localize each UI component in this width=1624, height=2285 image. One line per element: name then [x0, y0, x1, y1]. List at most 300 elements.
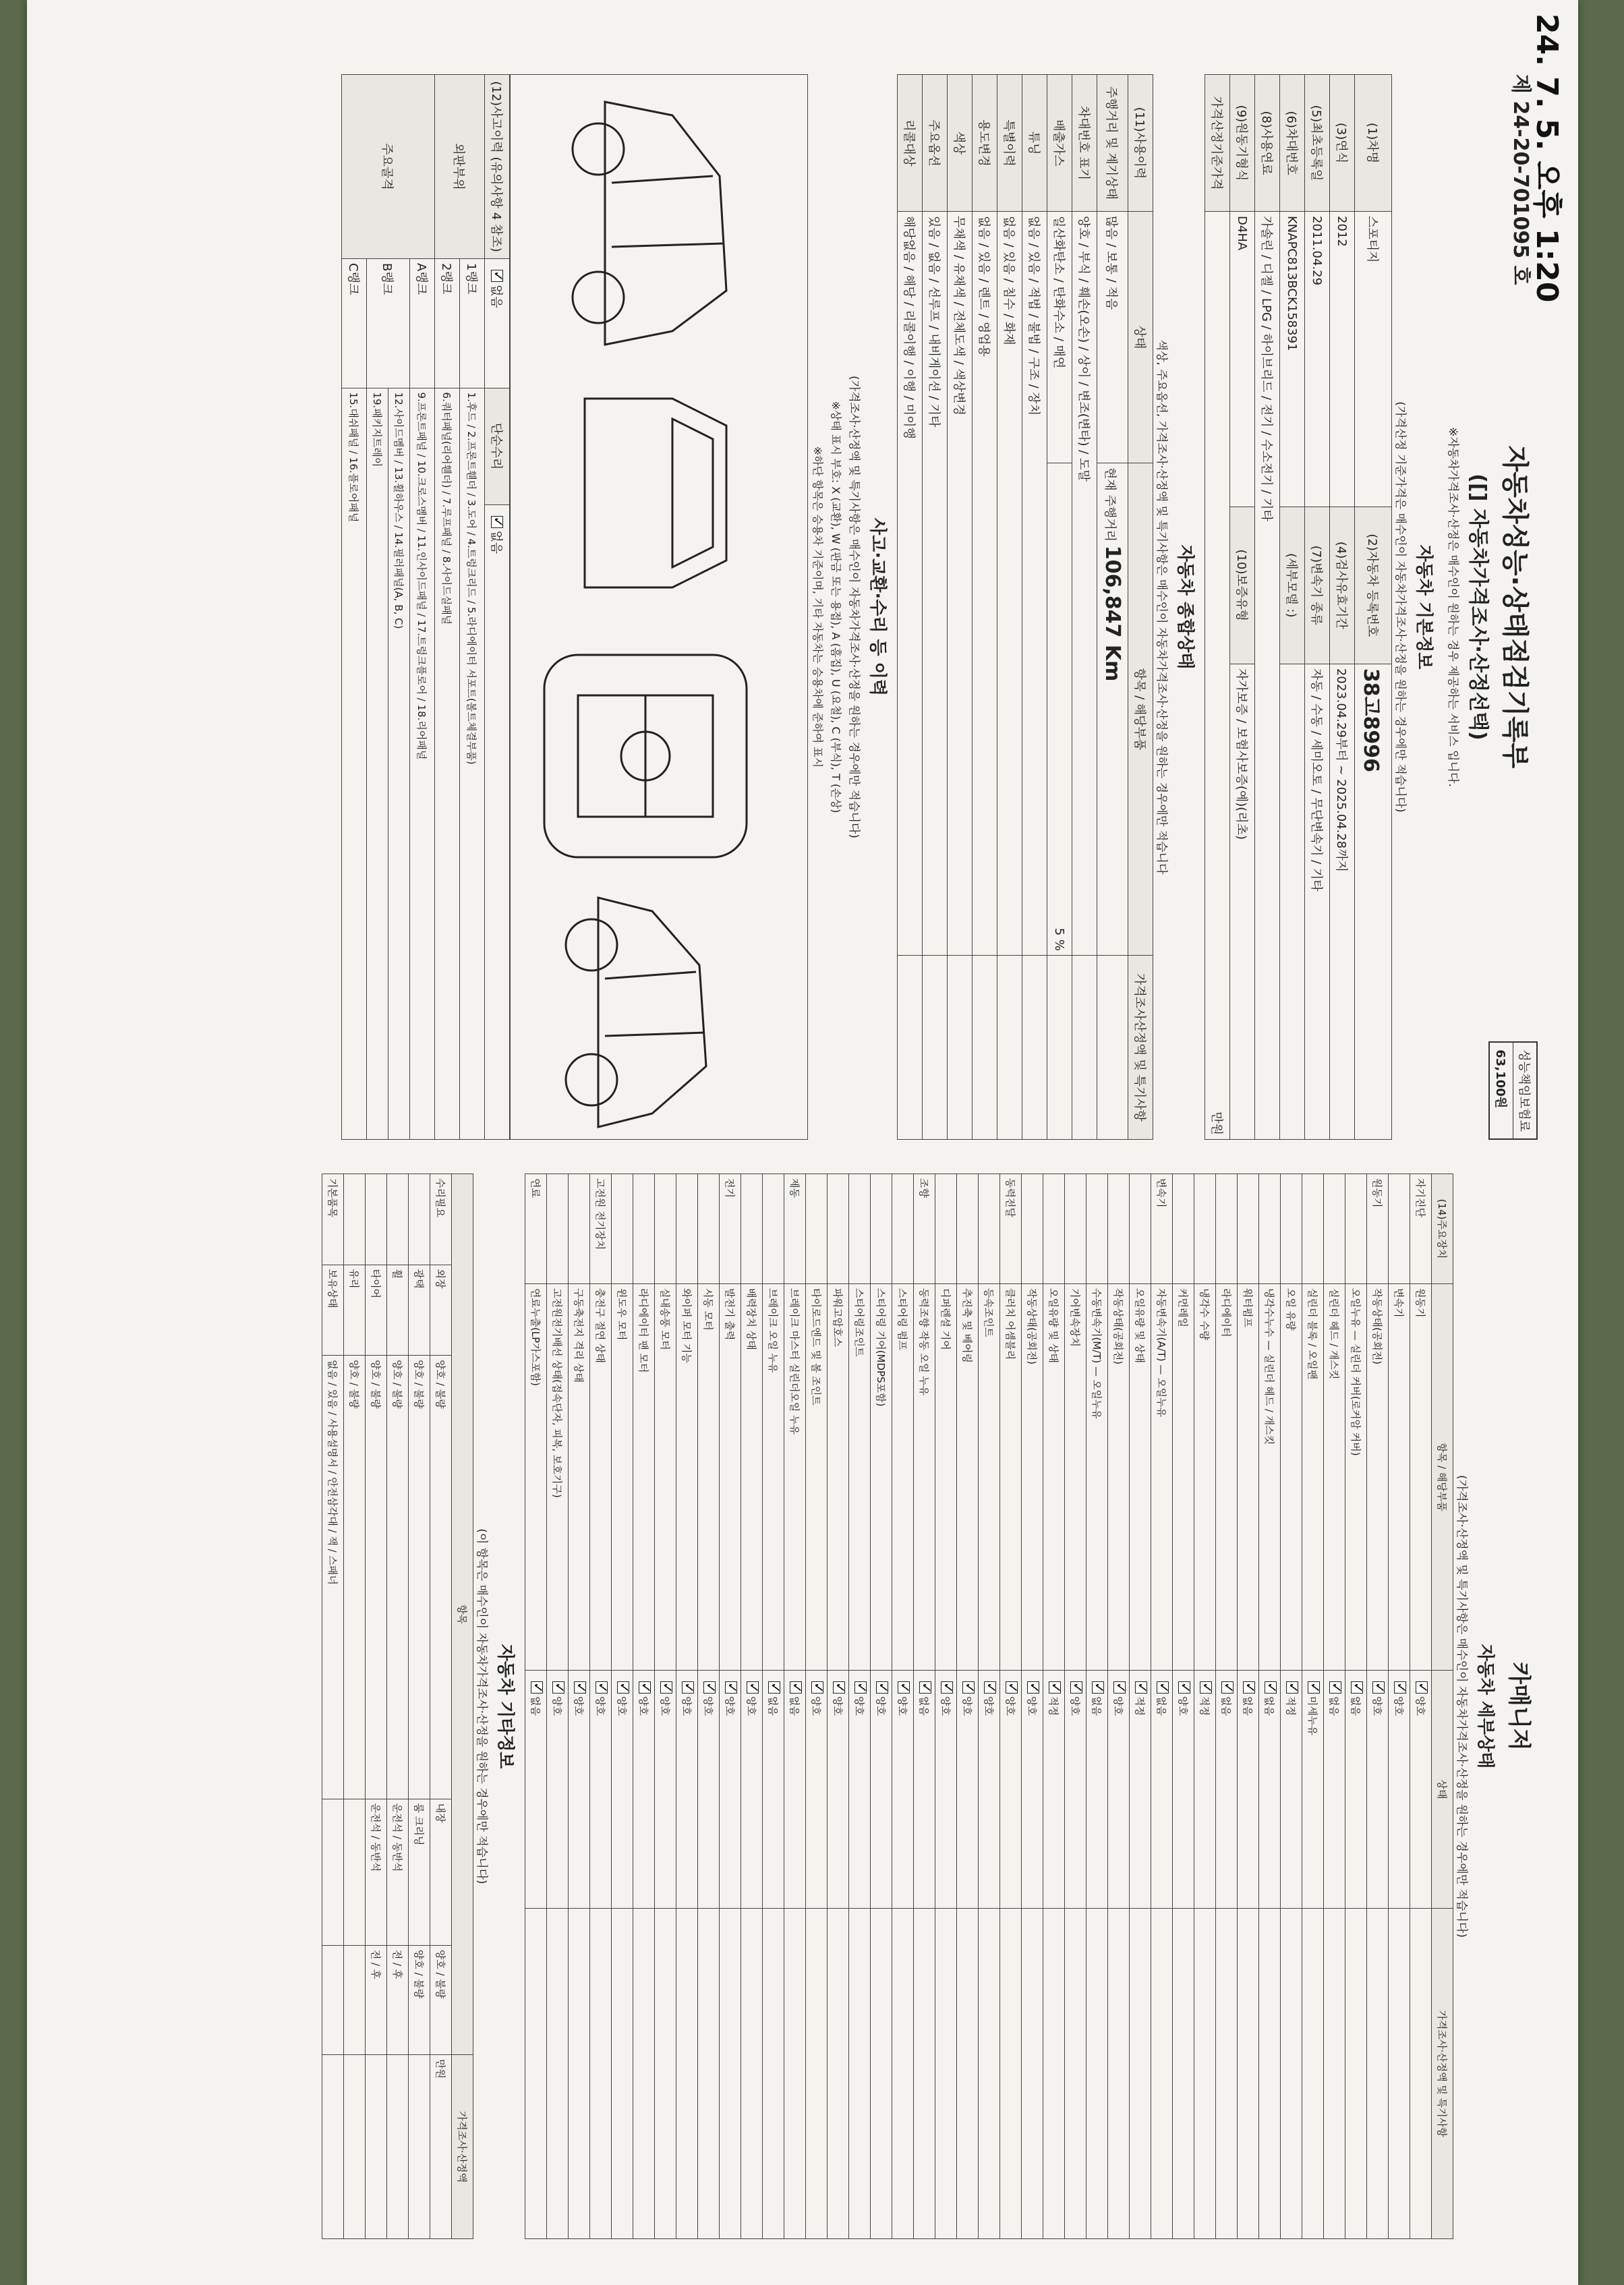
checkbox-icon: [1135, 1681, 1147, 1694]
group-cell: [979, 1174, 1000, 1284]
car-diagram: [510, 74, 808, 1140]
item-cell: 실린더 블록 / 오일팬: [1302, 1284, 1324, 1671]
label-cell: (세부모델 :): [1280, 507, 1305, 664]
table-row: [898, 75, 923, 1140]
label-cell: (3)연식: [1330, 75, 1355, 212]
table-row: [1367, 1174, 1389, 2239]
state-cell: 전 / 후: [366, 1945, 387, 2054]
rank-label: 2랭크: [435, 259, 460, 388]
detail-title: 자동차 세부상태: [1475, 1644, 1495, 1769]
state-text: 없음: [529, 1696, 542, 1716]
checkbox-icon: [1351, 1681, 1363, 1694]
item-cell: 라디에이터 팬 모터: [633, 1284, 655, 1671]
price-cell: [1065, 1909, 1086, 2239]
rankC-items: 15.대쉬패널 / 16.플로어패널: [342, 388, 367, 1139]
checkbox-icon: [962, 1681, 975, 1694]
checkbox-icon: [984, 1681, 996, 1694]
label-cell: 용도변경: [973, 75, 997, 212]
group-cell: [1259, 1174, 1281, 1284]
checkbox-icon: [1286, 1681, 1298, 1694]
table-row: [698, 1174, 720, 2239]
table-row: [957, 1174, 979, 2239]
accident-note: (가격조사·산정액 및 특기사항은 매수인이 자동차가격조사·산정을 원하는 경우에만 적습니다): [847, 376, 861, 838]
state-cell: [957, 1671, 979, 1909]
state-text: 양호: [1112, 1696, 1124, 1716]
item-cell: 구동축전지 격리 상태: [569, 1284, 590, 1671]
state-cell: 양호 / 불량: [409, 1356, 430, 1799]
state-cell: [763, 1671, 784, 1909]
table-row: [1022, 75, 1047, 1140]
group-cell: [763, 1174, 784, 1284]
document-number: 제 24-20-701095 호: [1509, 74, 1532, 285]
price-cell: [655, 1909, 676, 2239]
table-row: [1389, 1174, 1410, 2239]
basic-info-note: (가격산정 기준가격은 매수인이 자동차가격조사·산정을 원하는 경우에만 적습니다): [1393, 401, 1407, 813]
detail-model: [1280, 664, 1305, 1139]
item-cell: 동력조향 작동 오일 누유: [914, 1284, 935, 1671]
state-cell: [1259, 1671, 1281, 1909]
table-row: [410, 75, 435, 1140]
state-cell: [849, 1671, 871, 1909]
inspection-validity: 2023.04.29부터 ~ 2025.04.28까지: [1330, 664, 1355, 1139]
main-frame-label: 주요골격: [342, 75, 435, 259]
group-cell: 변속기: [1151, 1174, 1173, 1284]
price-cell: [1238, 1909, 1259, 2239]
item-cell: [344, 1174, 366, 1265]
state-text: 양호: [1393, 1696, 1405, 1716]
group-cell: [828, 1174, 849, 1284]
header-cell: (14)주요장치: [1432, 1174, 1453, 1284]
table-row: [1281, 1174, 1302, 2239]
state-text: 양호: [896, 1696, 908, 1716]
state-text: 양호: [1069, 1696, 1081, 1716]
group-cell: 전기: [720, 1174, 741, 1284]
item-cell: 추진축 및 베어링: [957, 1284, 979, 1671]
table-row: [1238, 1174, 1259, 2239]
state-cell: [741, 1671, 763, 1909]
options-state: 있음 / 없음 / 선루프 / 내비게이션 / 기타: [923, 212, 948, 956]
symbol-legend: ※상태 표시 부호: X (교환), W (판금 또는 용접), A (흠집), U (요철), C (부식), T (손상): [830, 401, 842, 813]
document-note: ※자동차가격조사·산정은 매수인이 원하는 경우 제공하는 서비스 입니다.: [1446, 427, 1459, 787]
state-cell: [525, 1671, 547, 1909]
state-text: 적정: [1198, 1696, 1211, 1716]
state-text: 없음: [1155, 1696, 1167, 1716]
table-row: [1302, 1174, 1324, 2239]
header-cell: 항목: [452, 1174, 473, 2055]
price-cell: [1108, 1909, 1130, 2239]
first-registration: 2011.04.29: [1305, 212, 1330, 507]
item-cell: [322, 1799, 344, 1945]
group-cell: [1194, 1174, 1216, 1284]
checkbox-icon: [919, 1681, 931, 1694]
checkbox-icon: [491, 270, 503, 282]
group-cell: [1043, 1174, 1065, 1284]
price-cell: [590, 1909, 612, 2239]
price-cell: [569, 1909, 590, 2239]
label-cell: (1)차명: [1355, 75, 1392, 212]
state-text: 양호: [1371, 1696, 1383, 1716]
table-row: [1345, 1174, 1367, 2239]
checkbox-icon: [1329, 1681, 1341, 1694]
table-row: [806, 1174, 828, 2239]
state-text: 양호: [702, 1696, 714, 1716]
state-cell: [1151, 1671, 1173, 1909]
checkbox-icon: [725, 1681, 737, 1694]
item-cell: 작동상태(공회전): [1367, 1284, 1389, 1671]
state-cell: [1324, 1671, 1345, 1909]
group-cell: 동력전달: [1000, 1174, 1022, 1284]
label-cell: 특별이력: [997, 75, 1022, 212]
state-cell: [1173, 1671, 1194, 1909]
group-cell: [1324, 1174, 1345, 1284]
accident-history-value: [485, 259, 510, 388]
car-outline-icon: [511, 75, 807, 1139]
item-cell: 브레이크 오일 누유: [763, 1284, 784, 1671]
label-cell: (5)최초등록일: [1305, 75, 1330, 212]
group-cell: [547, 1174, 569, 1284]
checkbox-icon: [941, 1681, 953, 1694]
price-cell: [979, 1909, 1000, 2239]
checkbox-icon: [833, 1681, 845, 1694]
state-cell: [828, 1671, 849, 1909]
table-row: [1108, 1174, 1130, 2239]
item-cell: 광택: [409, 1265, 430, 1356]
state-text: 양호: [680, 1696, 693, 1716]
price-cell: [1022, 1909, 1043, 2239]
price-cell: [344, 2055, 366, 2239]
state-text: 양호: [810, 1696, 822, 1716]
state-text: 없음: [1350, 1696, 1362, 1716]
state-text: 없음: [918, 1696, 930, 1716]
price-cell: [1324, 1909, 1345, 2239]
table-row: [525, 1174, 547, 2239]
table-row: [914, 1174, 935, 2239]
table-row: [828, 1174, 849, 2239]
table-header: [452, 1174, 473, 2239]
value-text: 없음: [489, 285, 503, 308]
state-text: 양호: [875, 1696, 887, 1716]
car-name: 스포티지: [1355, 212, 1392, 507]
checkbox-icon: [1157, 1681, 1169, 1694]
table-row: [979, 1174, 1000, 2239]
state-text: 양호: [983, 1696, 995, 1716]
group-cell: [1173, 1174, 1194, 1284]
detail-note: (가격조사·산정액 및 특기사항은 매수인이 자동차가격조사·산정을 원하는 경우에만 적습니다): [1455, 1475, 1468, 1938]
item-cell: 등속조인트: [979, 1284, 1000, 1671]
item-cell: 운전석 / 동반석: [366, 1799, 387, 1945]
table-row: [1330, 75, 1355, 1140]
table-row: [1047, 75, 1072, 1140]
state-text: 없음: [767, 1696, 779, 1716]
price-cell: [322, 2055, 344, 2239]
checkbox-icon: [682, 1681, 694, 1694]
price-cell: [806, 1909, 828, 2239]
simple-repair-label: 단순수리: [485, 388, 510, 504]
price-cell: [1151, 1909, 1173, 2239]
state-cell: [1065, 1671, 1086, 1909]
checkbox-icon: [811, 1681, 823, 1694]
item-cell: 운전석 / 동반석: [387, 1799, 409, 1945]
state-cell: [935, 1671, 957, 1909]
mileage-value: 106,847 Km: [1101, 545, 1124, 682]
checkbox-icon: [1372, 1681, 1385, 1694]
item-cell: 기어변속장치: [1065, 1284, 1086, 1671]
price-cell: [914, 1909, 935, 2239]
checkbox-icon: [617, 1681, 629, 1694]
table-row: [1130, 1174, 1151, 2239]
table-row: [720, 1174, 741, 2239]
price-cell: [1216, 1909, 1238, 2239]
item-cell: 변속기: [1389, 1284, 1410, 1671]
price-cell: [1194, 1909, 1216, 2239]
price-cell: [547, 1909, 569, 2239]
checkbox-icon: [1394, 1681, 1406, 1694]
group-cell: 자기진단: [1410, 1174, 1432, 1284]
document-subtitle: ([] 자동차가격조사·산정선택): [1466, 473, 1490, 741]
state-cell: [1410, 1671, 1432, 1909]
price-cell: [828, 1909, 849, 2239]
group-cell: [1302, 1174, 1324, 1284]
label-cell: 배출가스: [1047, 75, 1072, 212]
premium-value: 63,100원: [1490, 1043, 1513, 1138]
price-cell: [1086, 1909, 1108, 2239]
price-cell: [698, 1909, 720, 2239]
group-cell: [871, 1174, 892, 1284]
group-cell: [698, 1174, 720, 1284]
label-cell: 차대번호 표기: [1072, 75, 1097, 212]
table-row: [366, 1174, 387, 2239]
item-cell: 수동변속기(M/T) — 오일누유: [1086, 1284, 1108, 1671]
item-cell: 스티어링 기어(MDPS포함): [871, 1284, 892, 1671]
item-cell: 실린더 헤드 / 개스킷: [1324, 1284, 1345, 1671]
rank-label: A랭크: [410, 259, 435, 388]
state-text: 양호: [961, 1696, 973, 1716]
state-cell: [633, 1671, 655, 1909]
item-cell: 유리: [344, 1265, 366, 1356]
state-cell: [806, 1671, 828, 1909]
basic-info-table: [1205, 74, 1392, 1140]
state-text: 적정: [1285, 1696, 1297, 1716]
rank-label: B랭크: [367, 259, 410, 388]
color-state: 무채색 / 유채색 / 전체도색 / 색상변경: [948, 212, 973, 956]
table-row: [387, 1174, 409, 2239]
checkbox-icon: [876, 1681, 888, 1694]
table-header: [1128, 75, 1153, 1140]
price-cell: 만원: [430, 2055, 452, 2239]
table-row: [1043, 1174, 1065, 2239]
checkbox-icon: [747, 1681, 759, 1694]
state-cell: [1086, 1671, 1108, 1909]
transmission-type: 자동 / 수동 / 세미오토 / 무단변속기 / 기타: [1305, 664, 1330, 1139]
state-cell: [676, 1671, 698, 1909]
state-text: 적정: [1047, 1696, 1060, 1716]
table-row: [569, 1174, 590, 2239]
item-cell: 실내송풍 모터: [655, 1284, 676, 1671]
table-row: [344, 1174, 366, 2239]
header-cell: (11)사용이력: [1128, 75, 1153, 212]
label-cell: (9)원동기형식: [1230, 75, 1255, 212]
item-cell: 타이어: [366, 1265, 387, 1356]
state-cell: [1216, 1671, 1238, 1909]
right-page: [94, 1174, 1538, 2239]
item-cell: 내장: [430, 1799, 452, 1945]
state-cell: [547, 1671, 569, 1909]
state-text: 양호: [573, 1696, 585, 1716]
price-cell: [612, 1909, 633, 2239]
state-cell: [1238, 1671, 1259, 1909]
table-row: [741, 1174, 763, 2239]
item-cell: 타이로드엔드 및 볼 조인트: [806, 1284, 828, 1671]
state-cell: [1302, 1671, 1324, 1909]
state-text: 양호: [616, 1696, 628, 1716]
state-cell: [979, 1671, 1000, 1909]
checkbox-icon: [1070, 1681, 1082, 1694]
table-row: [1259, 1174, 1281, 2239]
checkbox-icon: [1308, 1681, 1320, 1694]
item-cell: 오일 유량: [1281, 1284, 1302, 1671]
state-cell: [590, 1671, 612, 1909]
group-cell: [655, 1174, 676, 1284]
state-text: 양호: [1177, 1696, 1189, 1716]
overall-table: [897, 74, 1153, 1140]
item-cell: 오일유량 및 상태: [1043, 1284, 1065, 1671]
mileage-state: 많음 / 보통 / 적음: [1097, 212, 1128, 463]
item-cell: 충전구 절연 상태: [590, 1284, 612, 1671]
rank2-items: 6.쿼터패널(리어휀더) / 7.루프패널 / 8.사이드실패널: [435, 388, 460, 1139]
checkbox-icon: [491, 516, 503, 528]
checkbox-icon: [854, 1681, 867, 1694]
table-row: [1086, 1174, 1108, 2239]
group-cell: [612, 1174, 633, 1284]
checkbox-icon: [1027, 1681, 1039, 1694]
other-info-title: 자동차 기타정보: [495, 1644, 515, 1769]
table-row: [547, 1174, 569, 2239]
group-cell: [1216, 1174, 1238, 1284]
state-text: 양호: [1414, 1696, 1426, 1716]
item-cell: 스티어링 펌프: [892, 1284, 914, 1671]
rankB-items: 12.사이드멤버 / 13.휠하우스 / 14.필러패널(A, B, C): [388, 388, 410, 1139]
label-cell: (6)차대번호: [1280, 75, 1305, 212]
price-cell: [871, 1909, 892, 2239]
item-cell: 시동 모터: [698, 1284, 720, 1671]
checkbox-icon: [1416, 1681, 1428, 1694]
table-row: [676, 1174, 698, 2239]
label-cell: (2)자동차 등록번호: [1355, 507, 1392, 664]
item-cell: 배력장치 상태: [741, 1284, 763, 1671]
group-cell: [957, 1174, 979, 1284]
price-cell: [1173, 1909, 1194, 2239]
group-cell: 고전원 전기장치: [590, 1174, 612, 1284]
simple-repair-value: [485, 504, 510, 1139]
price-cell: [720, 1909, 741, 2239]
item-cell: 보유상태: [322, 1265, 344, 1356]
table-row: [460, 75, 485, 1140]
table-row: [849, 1174, 871, 2239]
label-cell: 리콜대상: [898, 75, 923, 212]
price-cell: [1281, 1909, 1302, 2239]
emission-value: 5 %: [1047, 463, 1072, 956]
state-cell: [1367, 1671, 1389, 1909]
price-cell: [741, 1909, 763, 2239]
rank-label: 1랭크: [460, 259, 485, 388]
price-cell: [763, 1909, 784, 2239]
state-cell: 전 / 후: [387, 1945, 409, 2054]
label-cell: 색상: [948, 75, 973, 212]
item-cell: 커먼레일: [1173, 1284, 1194, 1671]
group-cell: [741, 1174, 763, 1284]
state-cell: 없음 / 있음 / 사용설명서 / 안전삼각대 / 잭 / 스패너: [322, 1356, 344, 1799]
table-row: [1065, 1174, 1086, 2239]
table-row: [948, 75, 973, 1140]
table-row: [1173, 1174, 1194, 2239]
group-cell: [1389, 1174, 1410, 1284]
premium-label: 성능책임보험료: [1517, 1049, 1531, 1132]
fuel-type: 가솔린 / 디젤 / LPG / 하이브리드 / 전기 / 수소전기 / 기타: [1255, 212, 1280, 1140]
item-cell: [344, 1799, 366, 1945]
state-cell: [892, 1671, 914, 1909]
group-cell: [633, 1174, 655, 1284]
table-row: [1324, 1174, 1345, 2239]
state-text: 양호: [551, 1696, 563, 1716]
recall-state: 해당없음 / 해당 / 리콜이행 / 이행 / 미이행: [898, 212, 923, 956]
warranty-type: 자가보증 / 보험사보증(예)(리초): [1230, 664, 1255, 1139]
rank-label: C랭크: [342, 259, 367, 388]
item-cell: 기본품목: [322, 1174, 344, 1265]
item-cell: 외장: [430, 1265, 452, 1356]
state-text: 양호: [832, 1696, 844, 1716]
checkbox-icon: [1221, 1681, 1234, 1694]
state-cell: [1130, 1671, 1151, 1909]
group-cell: 제동: [784, 1174, 806, 1284]
group-cell: [935, 1174, 957, 1284]
overall-title: 자동차 종합상태: [1175, 544, 1195, 670]
accident-table: [341, 74, 510, 1140]
table-row: [763, 1174, 784, 2239]
checkbox-icon: [1200, 1681, 1212, 1694]
price-cell: [409, 2055, 430, 2239]
overall-note: 색상, 주요옵션, 가격조사·산정액 및 특기사항은 매수인이 자동차가격조사·산정을 원하는 경우에만 적습니다: [1155, 339, 1168, 875]
label-cell: (7)변속기 종류: [1305, 507, 1330, 664]
price-cell: [387, 2055, 409, 2239]
document-title: 자동차성능·상태점검기록부: [1499, 445, 1530, 769]
group-cell: [1130, 1174, 1151, 1284]
state-cell: [569, 1671, 590, 1909]
state-cell: [1345, 1671, 1367, 1909]
state-text: 양호: [1026, 1696, 1038, 1716]
label-cell: (8)사용연료: [1255, 75, 1280, 212]
table-row: [1255, 75, 1280, 1140]
header-cell: 항목 / 해당부품: [1432, 1284, 1453, 1671]
group-cell: 조향: [914, 1174, 935, 1284]
emission-state: 일산화탄소 / 탄화수소 / 매연: [1047, 212, 1072, 463]
item-cell: 작동상태(공회전): [1022, 1284, 1043, 1671]
state-cell: [784, 1671, 806, 1909]
price-cell: [1367, 1909, 1389, 2239]
item-cell: 휠: [387, 1265, 409, 1356]
item-cell: 윈도우 모터: [612, 1284, 633, 1671]
item-cell: 룸 크리닝: [409, 1799, 430, 1945]
vin: KNAPC813BCK158391: [1280, 212, 1305, 507]
item-cell: 작동상태(공회전): [1108, 1284, 1130, 1671]
table-row: [655, 1174, 676, 2239]
table-row: [1000, 1174, 1022, 2239]
table-row: [430, 1174, 452, 2239]
table-row: [997, 75, 1022, 1140]
item-cell: 연료누출(LP가스포함): [525, 1284, 547, 1671]
state-cell: 양호 / 불량: [366, 1356, 387, 1799]
price-cell: [1410, 1909, 1432, 2239]
item-cell: 파워고압호스: [828, 1284, 849, 1671]
